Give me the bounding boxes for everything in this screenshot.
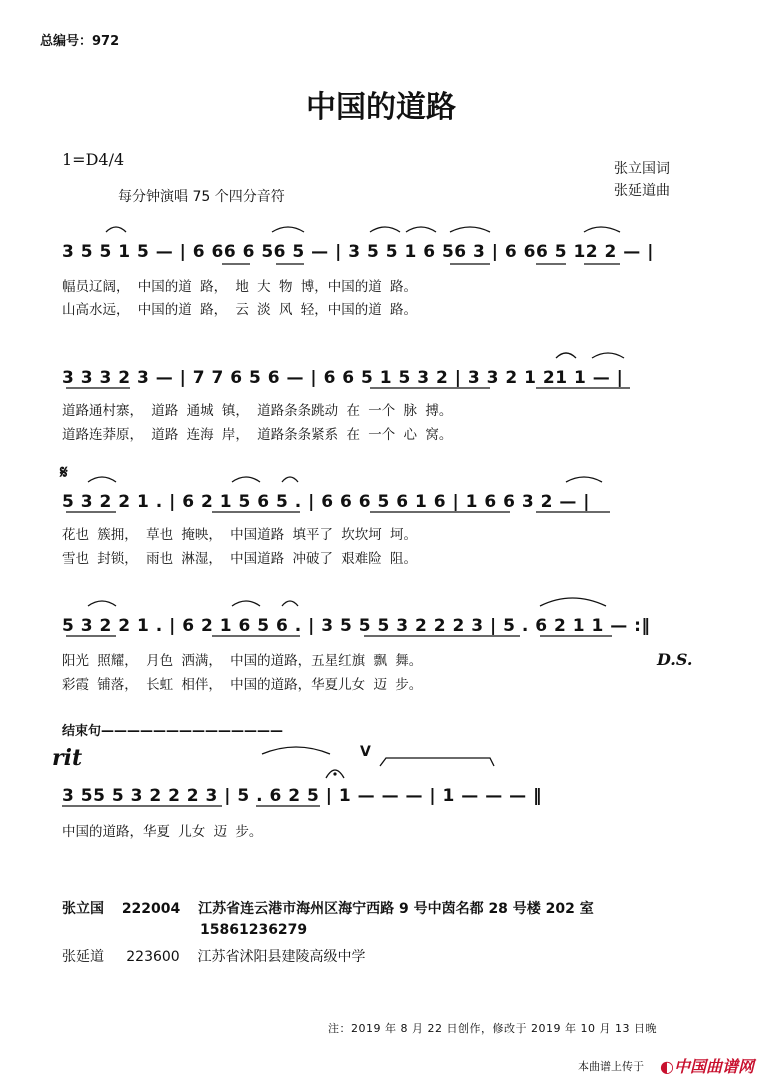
notation-line-3: 5 3 2 2 1 . | 6 2 1 5 6 5 . | 6 6 6 5 6 1 6 | 1 6 6 3 2 — | xyxy=(62,492,590,512)
lyric-line-3a: 花也 簇拥， 草也 掩映， 中国道路 填平了 坎坎坷 坷。 xyxy=(62,527,418,543)
notation-line-coda: 3 55 5 3 2 2 2 3 | 5 . 6 2 5 | 1 — — — | 1 — — — ‖ xyxy=(62,786,543,806)
breath-mark: V xyxy=(360,744,371,760)
tie-mark xyxy=(88,477,116,482)
page-title: 中国的道路 xyxy=(306,90,456,125)
notation-line-1: 3 5 5 1 5 — | 6 66 6 56 5 — | 3 5 5 1 6 56 3 | 6 66 5 12 2 — | xyxy=(62,242,654,262)
contact-postcode-2: 223600 xyxy=(126,949,180,965)
tie-mark xyxy=(406,227,436,232)
notation-line-2: 3 3 3 2 3 — | 7 7 6 5 6 — | 6 6 5 1 5 3 2 | 3 3 2 1 21 1 — | xyxy=(62,368,624,388)
lyric-line-4b: 彩霞 铺落， 长虹 相伴， 中国的道路，华夏儿女 迈 步。 xyxy=(62,677,423,693)
lyric-line-1a: 幅员辽阔， 中国的道 路， 地 大 物 博，中国的道 路。 xyxy=(62,279,418,295)
tie-mark xyxy=(262,747,330,754)
lyric-line-coda: 中国的道路，华夏 儿女 迈 步。 xyxy=(62,824,263,840)
notation-line-4: 5 3 2 2 1 . | 6 2 1 6 5 6 . | 3 5 5 5 3 2 2 2 3 | 5 . 6 2 1 1 — :‖ xyxy=(62,616,651,636)
upload-label: 本曲谱上传于 xyxy=(578,1060,644,1073)
contact-name-1: 张立国 xyxy=(62,901,104,917)
contact-address-1: 江苏省连云港市海州区海宁西路 9 号中茵名都 28 号楼 202 室 xyxy=(198,901,594,917)
tie-mark xyxy=(540,598,606,606)
tie-mark xyxy=(584,227,620,232)
tie-mark xyxy=(106,227,126,232)
tempo-marking: 每分钟演唱 75 个四分音符 xyxy=(118,189,285,205)
fermata-mark xyxy=(326,770,344,778)
tie-mark xyxy=(232,601,260,606)
tie-mark xyxy=(592,353,624,358)
tie-mark xyxy=(282,601,298,606)
contact-name-2: 张延道 xyxy=(62,949,104,965)
contact-row-2 xyxy=(62,946,366,966)
serial-number: 总编号：972 xyxy=(40,34,120,49)
contact-phone-text: 15861236279 xyxy=(200,922,308,938)
coda-label: 结束句—————————————— xyxy=(62,724,284,739)
composition-note: 注：2019 年 8 月 22 日创作，修改于 2019 年 10 月 13 日晚 xyxy=(328,1022,657,1035)
tie-mark xyxy=(272,227,304,232)
contact-phone-1 xyxy=(200,922,307,938)
dal-segno-mark: D.S. xyxy=(657,650,693,669)
tie-mark xyxy=(232,477,260,482)
ritardando-mark: rit xyxy=(52,745,83,771)
lyric-line-2b: 道路连莽原， 道路 连海 岸， 道路条条紧系 在 一个 心 窝。 xyxy=(62,427,453,443)
lyric-line-1b: 山高水远， 中国的道 路， 云 淡 风 轻，中国的道 路。 xyxy=(62,302,418,318)
key-signature: 1=D4/4 xyxy=(62,150,125,169)
contact-row-1 xyxy=(62,898,594,918)
composer-credit: 张延道曲 xyxy=(614,183,670,199)
site-logo: ◐中国曲谱网 xyxy=(660,1057,754,1076)
segno-sign: 𝄋 xyxy=(60,462,68,483)
lyricist-credit: 张立国词 xyxy=(614,161,670,177)
tie-mark xyxy=(556,353,576,358)
tie-mark xyxy=(282,477,298,482)
tie-mark xyxy=(370,227,400,232)
tie-mark xyxy=(88,601,116,606)
fermata-dot xyxy=(333,772,336,775)
lyric-line-2a: 道路通村寨， 道路 通城 镇， 道路条条跳动 在 一个 脉 搏。 xyxy=(62,403,453,419)
tie-mark xyxy=(566,477,602,482)
tie-mark xyxy=(450,227,490,232)
tie-mark xyxy=(380,758,494,766)
contact-postcode-1: 222004 xyxy=(121,901,181,917)
contact-address-2: 江苏省沭阳县建陵高级中学 xyxy=(197,949,366,965)
lyric-line-3b: 雪也 封锁， 雨也 淋湿， 中国道路 冲破了 艰难险 阻。 xyxy=(62,551,418,567)
lyric-line-4a: 阳光 照耀， 月色 洒满， 中国的道路，五星红旗 飘 舞。 xyxy=(62,653,423,669)
